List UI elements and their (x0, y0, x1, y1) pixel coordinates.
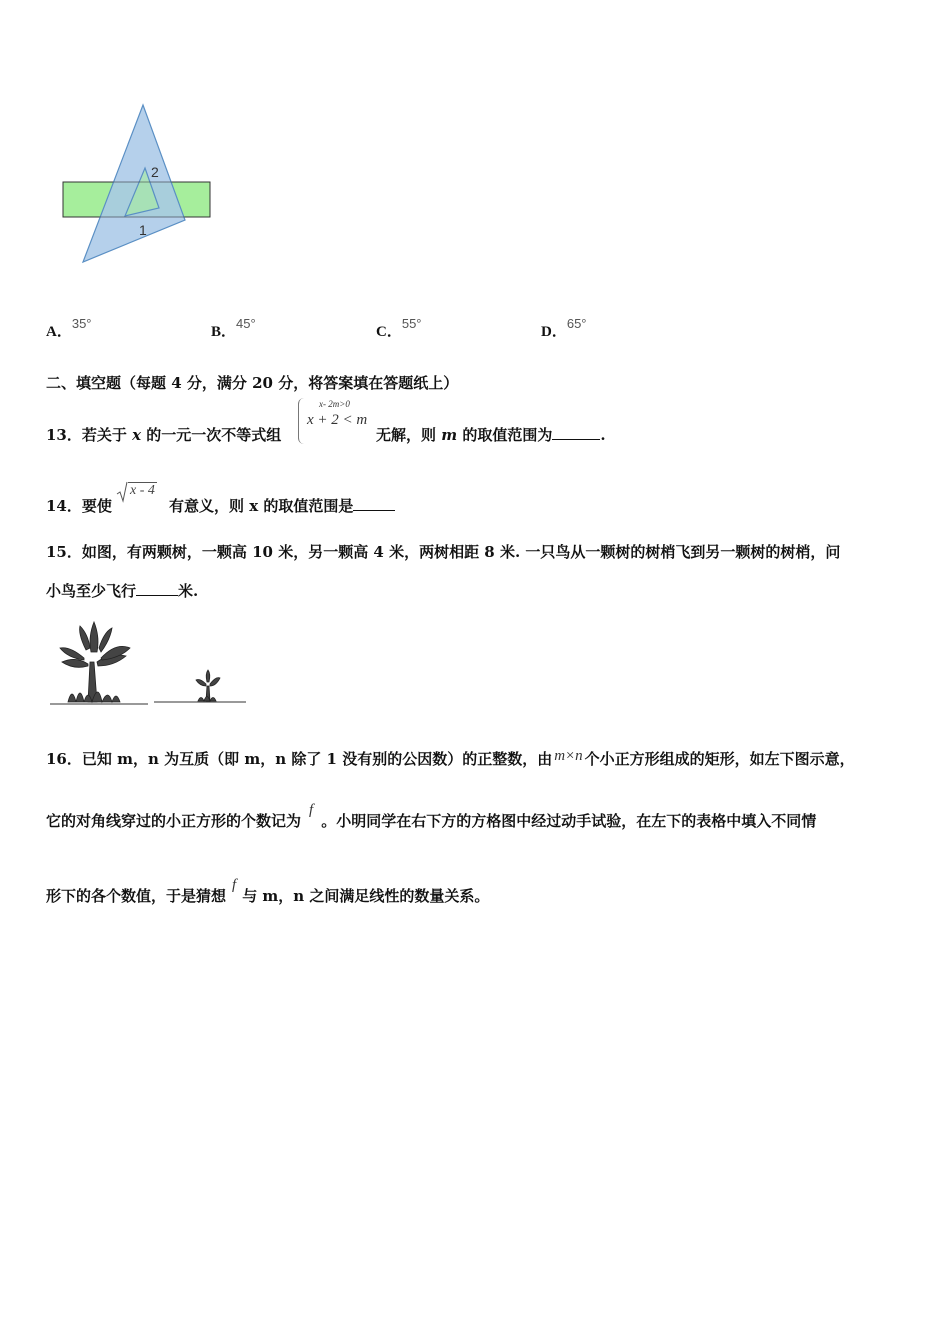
option-a[interactable] (46, 316, 92, 341)
option-b-value: 45° (236, 316, 256, 331)
short-tree-icon (196, 670, 220, 701)
q14-text-a: 要使 (81, 497, 112, 515)
q13-tail: . (600, 426, 606, 444)
q16-math-f: f (309, 802, 314, 818)
question-16-line1 (46, 748, 855, 769)
q16-line1-a: 已知 m，n 为互质（即 m，n 除了 1 没有别的公因数）的正整数，由 (81, 750, 553, 768)
q13-text-a: 若关于 (81, 426, 133, 444)
angle-label-2: 2 (151, 164, 159, 180)
q13-system-bottom: x + 2 < m (307, 412, 368, 428)
option-b-letter: B． (211, 324, 237, 340)
q14-answer-blank[interactable] (353, 496, 395, 511)
q15-line2-a: 小鸟至少飞行 (46, 582, 137, 600)
q15-line2-b: 米. (178, 582, 199, 600)
option-d-value: 65° (566, 316, 587, 331)
q13-var-x: x (132, 426, 142, 444)
option-d[interactable] (541, 316, 587, 341)
q15-number: 15． (46, 543, 82, 561)
q14-number: 14． (46, 497, 82, 515)
q16-line2-a: 它的对角线穿过的小正方形的个数记为 (46, 812, 302, 830)
angle-label-1: 1 (139, 222, 147, 238)
q16-math-mn: m×n (554, 748, 583, 764)
q13-var-m: m (441, 426, 458, 444)
question-13 (46, 424, 281, 445)
tall-tree-icon (60, 622, 130, 702)
q13-text-d: 的取值范围为 (457, 426, 553, 444)
q16-line3-a: 形下的各个数值，于是猜想 (46, 887, 227, 905)
q13-system-top: x- 2m>0 (319, 399, 350, 409)
q16-math-f-2: f (232, 877, 237, 893)
question-15-line1 (46, 541, 840, 562)
option-b[interactable] (211, 316, 256, 341)
q16-line1-b: 个小正方形组成的矩形，如左下图示意， (584, 750, 855, 768)
q13-inequality-system (298, 398, 375, 444)
q13-text-c: 无解，则 (376, 426, 442, 444)
q16-number: 16． (46, 750, 82, 768)
option-a-value: 35° (71, 316, 92, 331)
question-13-cont (376, 424, 606, 445)
question-14 (46, 495, 112, 516)
question-16-line2 (46, 802, 817, 831)
q13-answer-blank[interactable] (552, 425, 600, 440)
q13-number: 13． (46, 426, 82, 444)
question-14-cont (169, 495, 395, 516)
question-16-line3 (46, 877, 490, 906)
option-a-letter: A． (46, 324, 72, 340)
option-c-value: 55° (401, 316, 422, 331)
two-trees-figure (48, 612, 250, 710)
q14-text-b: 有意义，则 x 的取值范围是 (169, 497, 354, 515)
triangle-ruler-figure (55, 100, 225, 270)
option-c[interactable] (376, 316, 422, 341)
q15-answer-blank[interactable] (136, 581, 178, 596)
q16-line2-b: 。小明同学在右下方的方格图中经过动手试验，在左下的表格中填入不同情 (321, 812, 817, 830)
question-15-line2 (46, 580, 198, 601)
q13-text-b: 的一元一次不等式组 (141, 426, 282, 444)
option-d-letter: D． (541, 324, 567, 340)
option-c-letter: C． (376, 324, 402, 340)
q15-line1: 如图，有两颗树，一颗高 10 米，另一颗高 4 米，两树相距 8 米. 一只鸟从一颗树的树梢飞到另一颗树的树梢，问 (81, 543, 841, 561)
q14-radicand: x - 4 (130, 483, 155, 498)
section-title: 二、填空题（每题 4 分，满分 20 分，将答案填在答题纸上） (46, 374, 459, 392)
q16-line3-b: 与 m，n 之间满足线性的数量关系。 (242, 887, 490, 905)
